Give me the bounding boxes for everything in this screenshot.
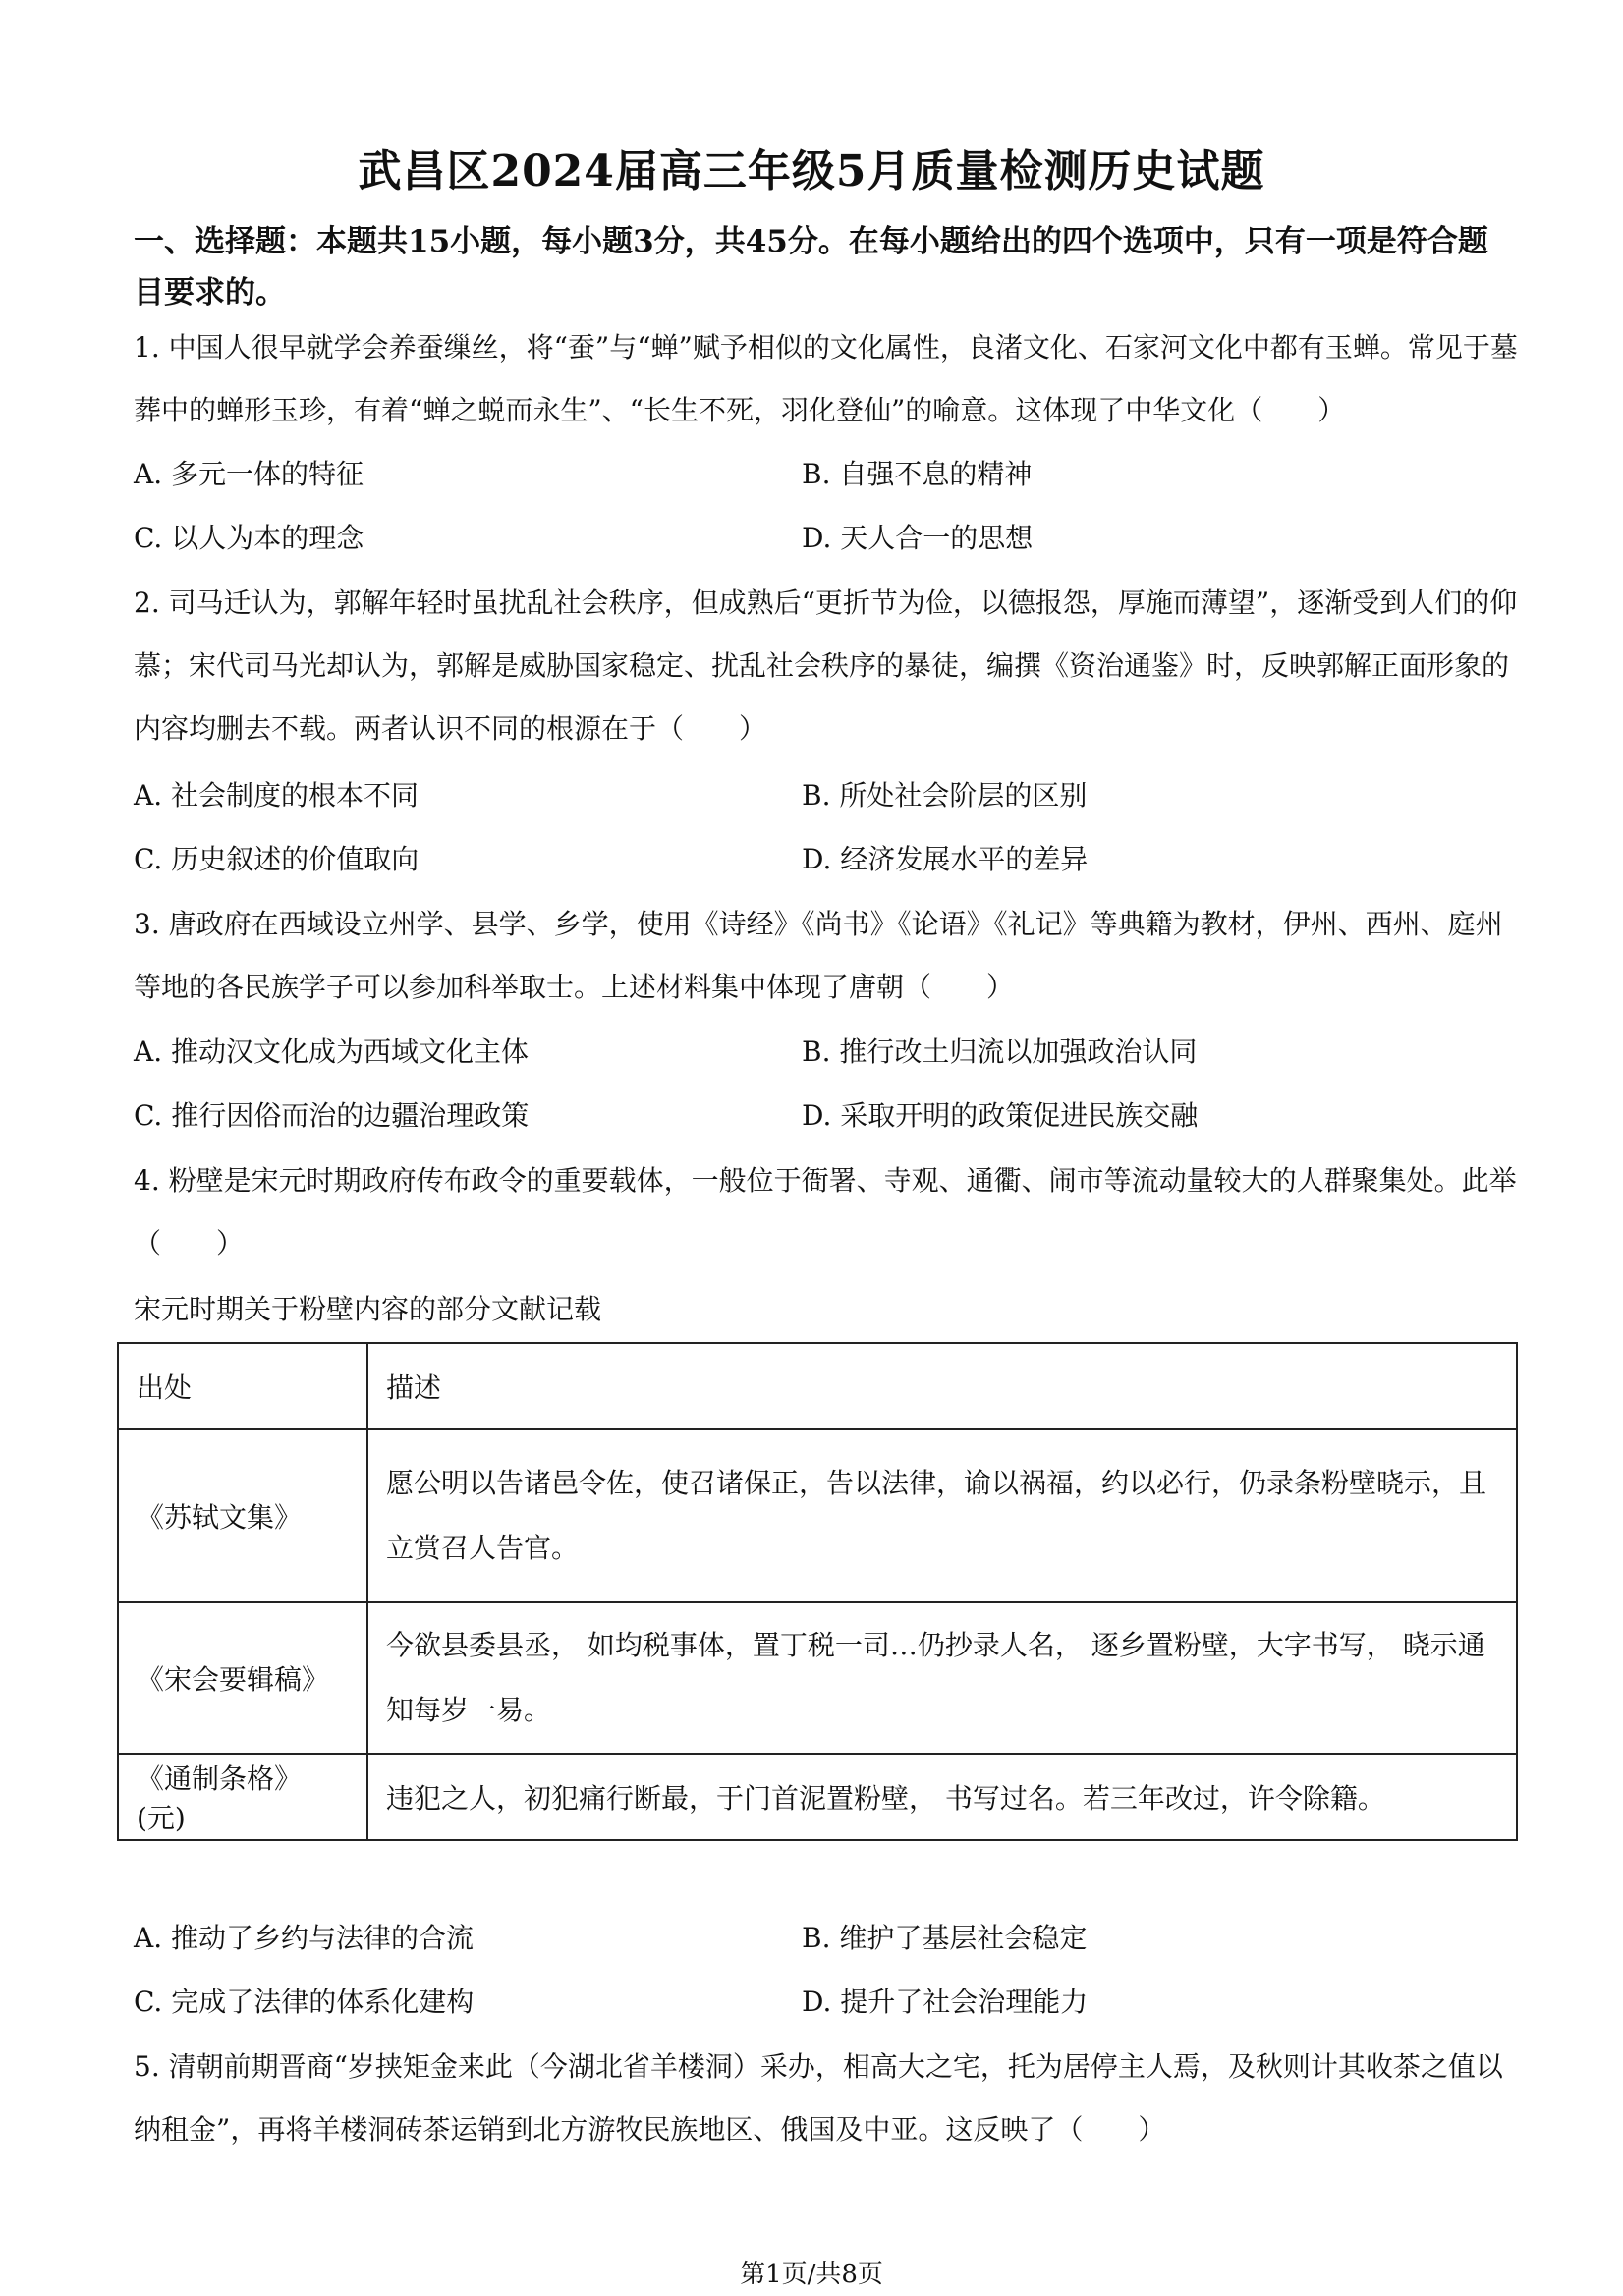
table-cell-source: 《通制条格》(元) [118, 1754, 367, 1840]
q3-option-c: C. 推行因俗而治的边疆治理政策 [134, 1099, 530, 1132]
q1-option-b: B. 自强不息的精神 [802, 458, 1033, 490]
q4-option-c: C. 完成了法律的体系化建构 [134, 1986, 475, 2018]
table-header-row [118, 1343, 1517, 1429]
q2-option-d: D. 经济发展水平的差异 [802, 843, 1089, 875]
table-header-desc: 描述 [367, 1343, 1517, 1429]
q2-option-a: A. 社会制度的根本不同 [134, 779, 420, 812]
q2-option-b: B. 所处社会阶层的区别 [802, 779, 1088, 812]
question-2-stem: 2. 司马迁认为，郭解年轻时虽扰乱社会秩序，但成熟后“更折节为俭，以德报怨，厚施而薄望”，逐渐受到人们的仰慕；宋代司马光却认为，郭解是威胁国家稳定、扰乱社会秩序的暴徒，编撰《资治通鉴》时，反映郭解正面形象的内容均删去不载。两者认识不同的根源在于（ ） [134, 587, 1518, 745]
q3-option-b: B. 推行改土归流以加强政治认同 [802, 1036, 1198, 1068]
q4-option-b: B. 维护了基层社会稳定 [802, 1922, 1088, 1954]
q4-option-d: D. 提升了社会治理能力 [802, 1986, 1089, 2018]
table-row [118, 1429, 1517, 1602]
question-5-stem: 5. 清朝前期晋商“岁挟矩金来此（今湖北省羊楼洞）采办，相高大之宅，托为居停主人焉，及秋则计其收茶之值以纳租金”，再将羊楼洞砖茶运销到北方游牧民族地区、俄国及中亚。这反映了（ ） [134, 2050, 1503, 2146]
table-row [118, 1754, 1517, 1840]
table-caption: 宋元时期关于粉壁内容的部分文献记载 [134, 1293, 602, 1325]
page-title: 武昌区2024届高三年级5月质量检测历史试题 [358, 146, 1265, 196]
q1-option-c: C. 以人为本的理念 [134, 522, 364, 554]
section-heading: 一、选择题：本题共15小题，每小题3分，共45分。在每小题给出的四个选项中，只有一项是符合题目要求的。 [134, 224, 1488, 310]
table-cell-desc [367, 1602, 1517, 1754]
q1-option-a: A. 多元一体的特征 [134, 458, 364, 490]
q4-option-a: A. 推动了乡约与法律的合流 [134, 1922, 475, 1954]
q3-option-a: A. 推动汉文化成为西域文化主体 [134, 1036, 530, 1068]
table-cell-source: 《苏轼文集》 [118, 1429, 367, 1602]
page-number: 第1页/共8页 [740, 2260, 883, 2289]
q3-option-d: D. 采取开明的政策促进民族交融 [802, 1099, 1199, 1132]
q1-option-d: D. 天人合一的思想 [802, 522, 1034, 554]
question-3-stem: 3. 唐政府在西域设立州学、县学、乡学，使用《诗经》《尚书》《论语》《礼记》等典籍为教材，伊州、西州、庭州等地的各民族学子可以参加科举取士。上述材料集中体现了唐朝（ ） [134, 908, 1503, 1003]
table-header-source: 出处 [118, 1343, 367, 1429]
question-4-stem: 4. 粉壁是宋元时期政府传布政令的重要载体，一般位于衙署、寺观、通衢、闹市等流动量较大的人群聚集处。此举（ ） [134, 1164, 1517, 1260]
table-cell-source: 《宋会要辑稿》 [118, 1602, 367, 1754]
table-row [118, 1602, 1517, 1754]
question-1-stem: 1. 中国人很早就学会养蚕缫丝，将“蚕”与“蝉”赋予相似的文化属性，良渚文化、石家河文化中都有玉蝉。常见于墓葬中的蝉形玉珍，有着“蝉之蜕而永生”、“长生不死，羽化登仙”的喻意。这体现了中华文化（ ） [134, 331, 1518, 426]
q2-option-c: C. 历史叙述的价值取向 [134, 843, 420, 875]
table-cell-desc-text: 愿公明以告诸邑令佐，使召诸保正，告以法律，谕以祸福，约以必行，仍录条粉壁晓示，且立赏召人告官。 [386, 1467, 1487, 1564]
table-cell-desc-text: 今欲县委县丞， 如均税事体，置丁税一司…仍抄录人名， 逐乡置粉壁，大字书写， 晓示通知每岁一易。 [386, 1629, 1485, 1726]
document-table [117, 1342, 1518, 1841]
table-cell-desc: 违犯之人，初犯痛行断最，于门首泥置粉壁， 书写过名。若三年改过，许令除籍。 [367, 1754, 1517, 1840]
table-cell-desc [367, 1429, 1517, 1602]
